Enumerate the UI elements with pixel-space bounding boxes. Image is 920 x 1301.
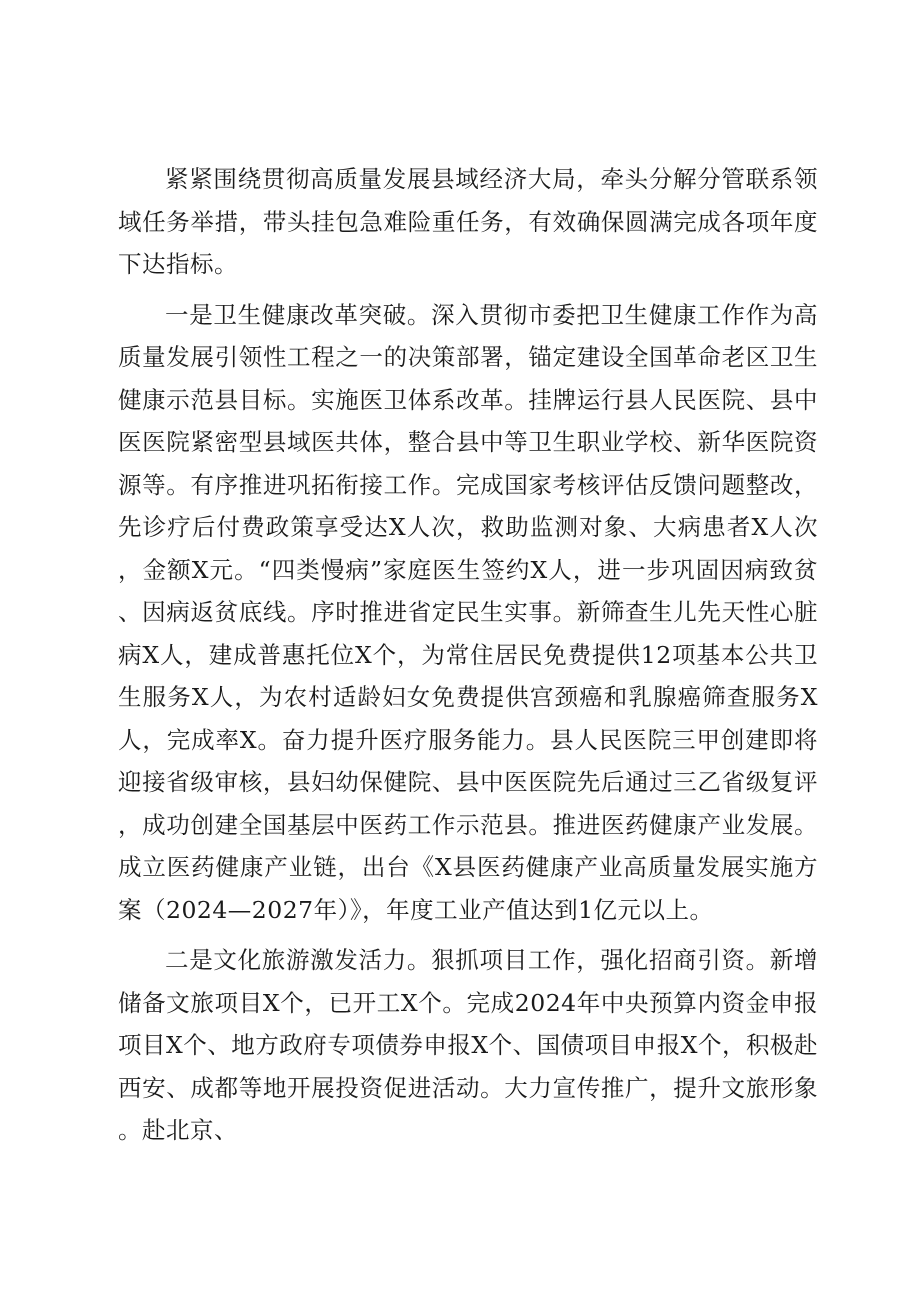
paragraph-health-reform: 一是卫生健康改革突破。深入贯彻市委把卫生健康工作作为高质量发展引领性工程之一的决策部署，锚定建设全国革命老区卫生健康示范县目标。实施医卫体系改革。挂牌运行县人民医院、县中医医院紧密型县域医共体，整合县中等卫生职业学校、新华医院资源等。有序推进巩拓衔接工作。完成国家考核评估反馈问题整改，先诊疗后付费政策享受达X人次，救助监测对象、大病患者X人次，金额X元。“四类慢病”家庭医生签约X人，进一步巩固因病致贫、因病返贫底线。序时推进省定民生实事。新筛查生儿先天性心脏病X人，建成普惠托位X个，为常住居民免费提供12项基本公共卫生服务X人，为农村适龄妇女免费提供宫颈癌和乳腺癌筛查服务X人，完成率X。奋力提升医疗服务能力。县人民医院三甲创建即将迎接省级审核，县妇幼保健院、县中医医院先后通过三乙省级复评，成功创建全国基层中医药工作示范县。推进医药健康产业发展。成立医药健康产业链，出台《X县医药健康产业高质量发展实施方案（2024—2027年）》，年度工业产值达到1亿元以上。 [118,300,818,924]
paragraph-culture-tourism: 二是文化旅游激发活力。狠抓项目工作，强化招商引资。新增储备文旅项目X个，已开工X个。完成2024年中央预算内资金申报项目X个、地方政府专项债券申报X个、国债项目申报X个，积极赴西安、成都等地开展投资促进活动。大力宣传推广，提升文旅形象。赴北京、 [118,946,818,1144]
paragraph-intro: 紧紧围绕贯彻高质量发展县域经济大局，牵头分解分管联系领域任务举措，带头挂包急难险重任务，有效确保圆满完成各项年度下达指标。 [118,165,818,278]
document-body [118,158,818,1160]
